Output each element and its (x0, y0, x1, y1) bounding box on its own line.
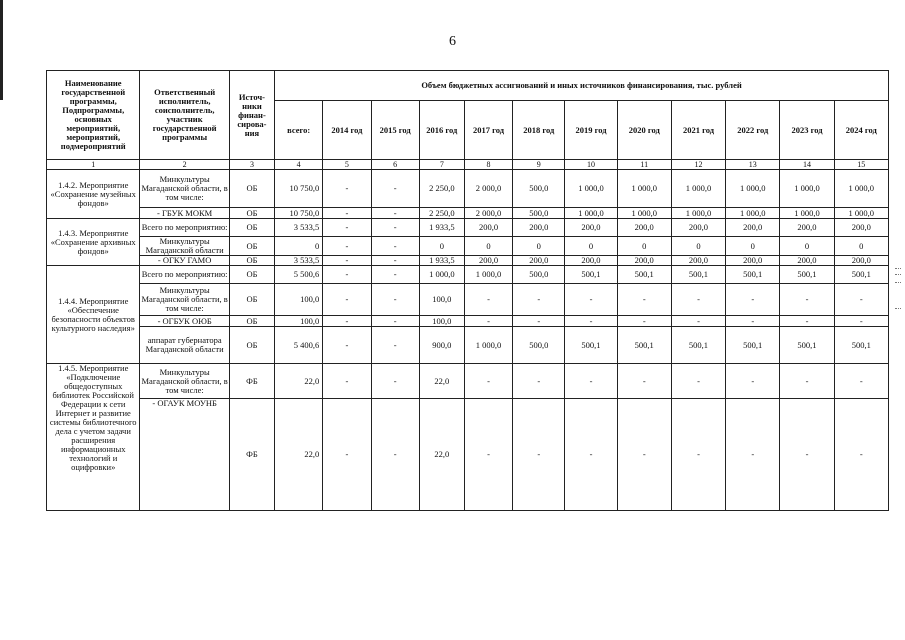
executor-cell: Минкультуры Магаданской области (140, 237, 229, 256)
column-index-cell: 10 (565, 160, 617, 170)
measure-name: 1.4.3. Мероприятие «Сохранение архивных фондов» (47, 219, 140, 266)
executor-cell: Всего по мероприятию: (140, 266, 229, 284)
year-value-cell: 1 000,0 (671, 170, 725, 208)
total-value-cell: 22,0 (275, 399, 323, 511)
year-value-cell: 200,0 (513, 256, 565, 266)
year-value-cell: - (671, 316, 725, 327)
header-executor: Ответственный исполнитель, соисполнитель, участник государственной программы (140, 71, 229, 160)
year-value-cell: - (323, 219, 371, 237)
column-index-cell: 9 (513, 160, 565, 170)
year-value-cell: 1 000,0 (617, 170, 671, 208)
year-value-cell: - (371, 316, 419, 327)
year-value-cell: - (323, 327, 371, 364)
year-value-cell: 200,0 (617, 256, 671, 266)
year-value-cell: - (834, 284, 888, 316)
header-year: 2023 год (780, 101, 834, 160)
year-value-cell: - (513, 316, 565, 327)
column-index-cell: 6 (371, 160, 419, 170)
year-value-cell: 0 (565, 237, 617, 256)
year-value-cell: 1 000,0 (419, 266, 464, 284)
year-value-cell: - (464, 316, 512, 327)
year-value-cell: - (371, 237, 419, 256)
year-value-cell: 200,0 (464, 256, 512, 266)
source-cell: ОБ (229, 327, 274, 364)
year-value-cell: 200,0 (780, 256, 834, 266)
table-row (47, 219, 889, 237)
year-value-cell: - (565, 399, 617, 511)
year-value-cell: 200,0 (726, 256, 780, 266)
year-value-cell: 1 000,0 (565, 208, 617, 219)
executor-cell: - ОГБУК ОЮБ (140, 316, 229, 327)
year-value-cell: - (780, 284, 834, 316)
year-value-cell: 1 000,0 (834, 208, 888, 219)
source-cell: ОБ (229, 284, 274, 316)
year-value-cell: 1 000,0 (671, 208, 725, 219)
year-value-cell: - (726, 316, 780, 327)
year-value-cell: - (780, 399, 834, 511)
year-value-cell: 500,1 (617, 327, 671, 364)
year-value-cell: 500,1 (834, 266, 888, 284)
total-value-cell: 10 750,0 (275, 208, 323, 219)
header-year: 2014 год (323, 101, 371, 160)
measure-name: 1.4.2. Мероприятие «Сохранение музейных фондов» (47, 170, 140, 219)
table-row (47, 256, 889, 266)
year-value-cell: 500,1 (565, 266, 617, 284)
year-value-cell: 22,0 (419, 399, 464, 511)
scan-mark (895, 268, 901, 269)
table-row (47, 327, 889, 364)
column-index-cell: 12 (671, 160, 725, 170)
year-value-cell: - (617, 284, 671, 316)
year-value-cell: - (513, 399, 565, 511)
scan-mark (895, 282, 901, 283)
scan-mark (895, 274, 901, 275)
column-index-cell: 13 (726, 160, 780, 170)
source-cell: ОБ (229, 219, 274, 237)
year-value-cell: 500,1 (565, 327, 617, 364)
year-value-cell: 500,1 (726, 327, 780, 364)
budget-table (46, 70, 889, 511)
total-value-cell: 3 533,5 (275, 256, 323, 266)
header-year: 2019 год (565, 101, 617, 160)
source-cell: ОБ (229, 237, 274, 256)
header-year: 2016 год (419, 101, 464, 160)
header-year: 2018 год (513, 101, 565, 160)
table-row (47, 237, 889, 256)
year-value-cell: 900,0 (419, 327, 464, 364)
total-value-cell: 10 750,0 (275, 170, 323, 208)
page-number: 6 (449, 34, 456, 49)
year-value-cell: - (513, 364, 565, 399)
year-value-cell: 1 000,0 (464, 327, 512, 364)
executor-cell: Минкультуры Магаданской области, в том числе: (140, 284, 229, 316)
total-value-cell: 3 533,5 (275, 219, 323, 237)
year-value-cell: 2 250,0 (419, 170, 464, 208)
year-value-cell: 1 000,0 (464, 266, 512, 284)
table-row (47, 316, 889, 327)
year-value-cell: - (726, 284, 780, 316)
year-value-cell: 200,0 (671, 256, 725, 266)
year-value-cell: - (371, 208, 419, 219)
year-value-cell: 0 (834, 237, 888, 256)
header-year: 2022 год (726, 101, 780, 160)
total-value-cell: 100,0 (275, 284, 323, 316)
table-row (47, 284, 889, 316)
total-value-cell: 0 (275, 237, 323, 256)
column-index-cell: 3 (229, 160, 274, 170)
year-value-cell: - (671, 399, 725, 511)
year-value-cell: 1 000,0 (834, 170, 888, 208)
year-value-cell: 1 000,0 (617, 208, 671, 219)
total-value-cell: 100,0 (275, 316, 323, 327)
year-value-cell: 2 250,0 (419, 208, 464, 219)
header-budget: Объем бюджетных ассигнований и иных источников финансирования, тыс. рублей (275, 71, 889, 101)
source-cell: ФБ (229, 364, 274, 399)
year-value-cell: 500,1 (780, 266, 834, 284)
year-value-cell: - (513, 284, 565, 316)
year-value-cell: - (371, 266, 419, 284)
year-value-cell: - (323, 237, 371, 256)
year-value-cell: 22,0 (419, 364, 464, 399)
year-value-cell: - (565, 316, 617, 327)
year-value-cell: - (671, 364, 725, 399)
year-value-cell: - (565, 284, 617, 316)
column-index-cell: 14 (780, 160, 834, 170)
year-value-cell: 100,0 (419, 316, 464, 327)
table-row (47, 170, 889, 208)
year-value-cell: - (617, 399, 671, 511)
total-value-cell: 22,0 (275, 364, 323, 399)
year-value-cell: 100,0 (419, 284, 464, 316)
column-index-cell: 7 (419, 160, 464, 170)
year-value-cell: 0 (671, 237, 725, 256)
year-value-cell: 1 000,0 (726, 208, 780, 219)
year-value-cell: - (323, 316, 371, 327)
year-value-cell: - (726, 364, 780, 399)
year-value-cell: - (323, 266, 371, 284)
header-year: 2017 год (464, 101, 512, 160)
year-value-cell: - (464, 284, 512, 316)
year-value-cell: 0 (419, 237, 464, 256)
source-cell: ОБ (229, 170, 274, 208)
year-value-cell: 0 (464, 237, 512, 256)
executor-cell: аппарат губернатора Магаданской области (140, 327, 229, 364)
column-index-cell: 8 (464, 160, 512, 170)
table-row (47, 208, 889, 219)
year-value-cell: 500,0 (513, 208, 565, 219)
year-value-cell: - (671, 284, 725, 316)
year-value-cell: - (565, 364, 617, 399)
year-value-cell: - (323, 284, 371, 316)
header-name: Наименование государственной программы, Подпрограммы, основных мероприятий, мероприятий, подмероприятий (47, 71, 140, 160)
year-value-cell: 500,0 (513, 266, 565, 284)
year-value-cell: 1 000,0 (565, 170, 617, 208)
table-body (47, 170, 889, 511)
year-value-cell: 500,1 (834, 327, 888, 364)
year-value-cell: - (371, 327, 419, 364)
total-value-cell: 5 500,6 (275, 266, 323, 284)
year-value-cell: 1 000,0 (780, 170, 834, 208)
executor-cell: - ОГАУК МОУНБ (140, 399, 229, 511)
left-edge-bar (0, 0, 3, 100)
year-value-cell: - (834, 316, 888, 327)
measure-name: 1.4.4. Мероприятие «Обеспечение безопасности объектов культурного наследия» (47, 266, 140, 364)
header-year: 2015 год (371, 101, 419, 160)
year-value-cell: 200,0 (565, 219, 617, 237)
column-index-cell: 11 (617, 160, 671, 170)
year-value-cell: - (834, 399, 888, 511)
year-value-cell: 500,1 (780, 327, 834, 364)
source-cell: ОБ (229, 316, 274, 327)
year-value-cell: - (323, 399, 371, 511)
table-row (47, 266, 889, 284)
year-value-cell: 200,0 (513, 219, 565, 237)
year-value-cell: 500,1 (617, 266, 671, 284)
executor-cell: Минкультуры Магаданской области, в том числе: (140, 170, 229, 208)
year-value-cell: 2 000,0 (464, 170, 512, 208)
year-value-cell: 500,1 (671, 327, 725, 364)
column-index-cell: 5 (323, 160, 371, 170)
header-source: Источ-ники финан-сирова-ния (229, 71, 274, 160)
year-value-cell: 200,0 (464, 219, 512, 237)
year-value-cell: 200,0 (565, 256, 617, 266)
source-cell: ФБ (229, 399, 274, 511)
total-value-cell: 5 400,6 (275, 327, 323, 364)
year-value-cell: - (371, 399, 419, 511)
year-value-cell: - (371, 364, 419, 399)
year-value-cell: 200,0 (834, 219, 888, 237)
executor-cell: - ГБУК МОКМ (140, 208, 229, 219)
column-index-cell: 4 (275, 160, 323, 170)
year-value-cell: 0 (513, 237, 565, 256)
source-cell: ОБ (229, 208, 274, 219)
year-value-cell: - (464, 399, 512, 511)
year-value-cell: - (464, 364, 512, 399)
year-value-cell: 200,0 (780, 219, 834, 237)
year-value-cell: 2 000,0 (464, 208, 512, 219)
year-value-cell: 1 933,5 (419, 256, 464, 266)
year-value-cell: 500,0 (513, 170, 565, 208)
source-cell: ОБ (229, 256, 274, 266)
year-value-cell: 0 (726, 237, 780, 256)
measure-name: 1.4.5. Мероприятие «Подключение общедоступных библиотек Российской Федерации к сети Интернет и развитие системы библиотечного дела с учетом задачи расширения информационных технологий и оцифровки» (47, 364, 140, 511)
year-value-cell: 200,0 (834, 256, 888, 266)
header-total: всего: (275, 101, 323, 160)
year-value-cell: 500,1 (726, 266, 780, 284)
executor-cell: Минкультуры Магаданской области, в том числе: (140, 364, 229, 399)
year-value-cell: - (726, 399, 780, 511)
year-value-cell: - (371, 219, 419, 237)
year-value-cell: - (371, 284, 419, 316)
year-value-cell: 0 (617, 237, 671, 256)
column-index-cell: 1 (47, 160, 140, 170)
header-year: 2020 год (617, 101, 671, 160)
year-value-cell: 500,0 (513, 327, 565, 364)
year-value-cell: - (834, 364, 888, 399)
year-value-cell: - (323, 256, 371, 266)
column-index-row (47, 160, 889, 170)
year-value-cell: - (323, 364, 371, 399)
table-row (47, 399, 889, 511)
executor-cell: Всего по мероприятию: (140, 219, 229, 237)
year-value-cell: - (323, 208, 371, 219)
executor-cell: - ОГКУ ГАМО (140, 256, 229, 266)
year-value-cell: 500,1 (671, 266, 725, 284)
year-value-cell: 200,0 (617, 219, 671, 237)
year-value-cell: 1 933,5 (419, 219, 464, 237)
source-cell: ОБ (229, 266, 274, 284)
scan-mark (895, 308, 901, 309)
year-value-cell: - (371, 170, 419, 208)
year-value-cell: 0 (780, 237, 834, 256)
year-value-cell: 200,0 (726, 219, 780, 237)
header-year: 2021 год (671, 101, 725, 160)
year-value-cell: 200,0 (671, 219, 725, 237)
column-index-cell: 2 (140, 160, 229, 170)
header-year: 2024 год (834, 101, 888, 160)
year-value-cell: 1 000,0 (780, 208, 834, 219)
year-value-cell: - (323, 170, 371, 208)
table-row (47, 364, 889, 399)
year-value-cell: - (780, 364, 834, 399)
year-value-cell: - (780, 316, 834, 327)
year-value-cell: - (617, 316, 671, 327)
year-value-cell: - (617, 364, 671, 399)
year-value-cell: - (371, 256, 419, 266)
year-value-cell: 1 000,0 (726, 170, 780, 208)
column-index-cell: 15 (834, 160, 888, 170)
